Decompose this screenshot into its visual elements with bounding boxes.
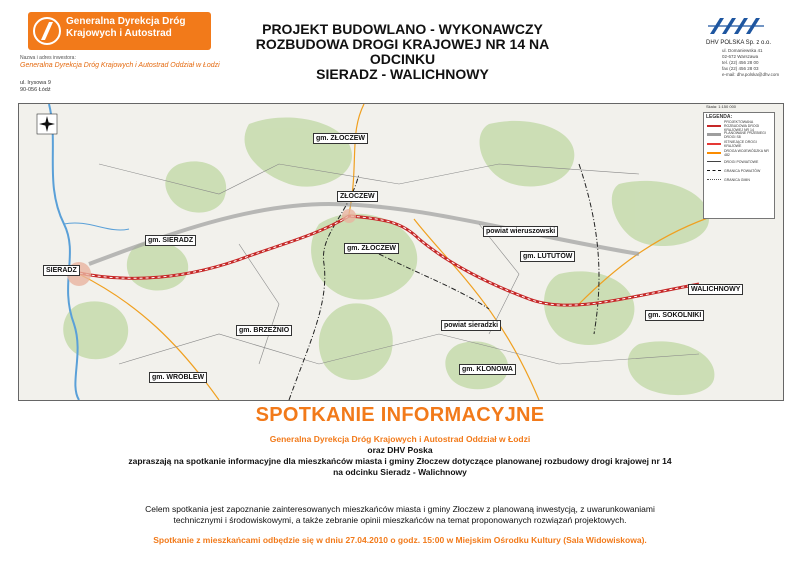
meeting-details: Spotkanie z mieszkańcami odbędzie się w dniu 27.04.2010 o godz. 15:00 w Miejskim Ośrodku Kultury (Sala Widowiskowa). (153, 535, 647, 545)
label-powiat-wieruszowski: powiat wieruszowski (483, 226, 558, 237)
label-sieradz: SIERADZ (43, 265, 80, 276)
label-gm-wroblew: gm. WRÓBLEW (149, 372, 207, 383)
legend-item: PLANOWANE PRZEBIEGI DROGI S8 (704, 130, 774, 139)
gddkia-logo-text: Generalna Dyrekcja Dróg Krajowych i Autostrad (66, 16, 186, 39)
project-title (230, 22, 575, 82)
label-powiat-sieradzki: powiat sieradzki (441, 320, 501, 331)
label-gm-klonowa: gm. KLONOWA (459, 364, 516, 375)
map-scale: Skala: 1:150 000 (706, 104, 737, 109)
dhv-detail: 02-672 Warszawa (722, 54, 759, 59)
label-gm-zloczew-top: gm. ZŁOCZEW (313, 133, 368, 144)
investor-address (20, 80, 51, 94)
dhv-detail: fax (22) 456 28 03 (722, 66, 759, 71)
info-heading: SPOTKANIE INFORMACYJNE (255, 404, 545, 426)
investor-caption: Nazwa i adres inwestora: (20, 55, 76, 61)
legend-item: DROGI POWIATOWE (704, 157, 774, 166)
label-gm-lututow: gm. LUTUTÓW (520, 251, 575, 262)
organizer-name: Generalna Dyrekcja Dróg Krajowych i Autostrad Oddział w Łodzi (269, 434, 531, 444)
label-gm-sieradz: gm. SIERADZ (145, 235, 196, 246)
dhv-company-name: DHV POLSKA Sp. z o.o. (706, 40, 772, 46)
label-gm-zloczew-mid: gm. ZŁOCZEW (344, 243, 399, 254)
legend-item: GRANICA POWIATÓW (704, 166, 774, 175)
dhv-detail: e-mail: dhv.polska@dhv.com (722, 72, 780, 77)
investor-postal: 90-056 Łódź (20, 87, 51, 93)
dhv-contact-details (722, 48, 792, 78)
legend-title: LEGENDA: (706, 114, 733, 120)
legend-item: GRANICA GMIN (704, 175, 774, 184)
gddkia-road-icon (32, 16, 62, 46)
dhv-logo-icon (706, 14, 766, 38)
purpose-line2: technicznymi i środowiskowymi, a także zebranie opinii mieszkańców na temat proponowanych rozwiązań projektowych. (173, 515, 627, 525)
dhv-detail: tel. (22) 456 28 00 (722, 60, 759, 65)
label-walichnowy: WALICHNOWY (688, 284, 743, 295)
invitation-line1: zapraszają na spotkanie informacyjne dla mieszkańców miasta i gminy Złoczew dotyczące planowanej rozbudowy drogi krajowej nr 14 (128, 456, 672, 466)
label-zloczew: ZŁOCZEW (337, 191, 378, 202)
project-title-line2: ROZBUDOWA DROGI KRAJOWEJ NR 14 NA ODCINKU (255, 36, 550, 67)
map-legend (703, 112, 775, 219)
invitation-line2: na odcinku Sieradz - Walichnowy (333, 467, 467, 477)
label-gm-sokolniki: gm. SOKOLNIKI (645, 310, 704, 321)
project-title-line1: PROJEKT BUDOWLANO - WYKONAWCZY (262, 21, 543, 37)
co-organizer: oraz DHV Poska (367, 445, 433, 455)
purpose-line1: Celem spotkania jest zapoznanie zainteresowanych mieszkańców miasta i gminy Złoczew z planowaną inwestycją, z uwarunkowaniami (145, 504, 655, 514)
legend-item: ISTNIEJĄCE DROGI KRAJOWE (704, 139, 774, 148)
investor-street: ul. Irysowa 9 (20, 80, 51, 86)
investor-name: Generalna Dyrekcja Dróg Krajowych i Autostrad Oddział w Łodzi (20, 62, 220, 69)
zloczew-city-area (342, 209, 356, 223)
label-gm-brzeznio: gm. BRZEŹNIO (236, 325, 292, 336)
project-title-line3: SIERADZ - WALICHNOWY (316, 66, 489, 82)
dhv-detail: ul. Domaniewska 41 (722, 48, 763, 53)
legend-item: PROJEKTOWANA ROZBUDOWA DROGI KRAJOWEJ NR 14 (704, 121, 774, 130)
legend-item: DROGA WOJEWÓDZKA NR 482 (704, 148, 774, 157)
compass-rose-icon (37, 114, 57, 134)
route-map (18, 103, 784, 401)
